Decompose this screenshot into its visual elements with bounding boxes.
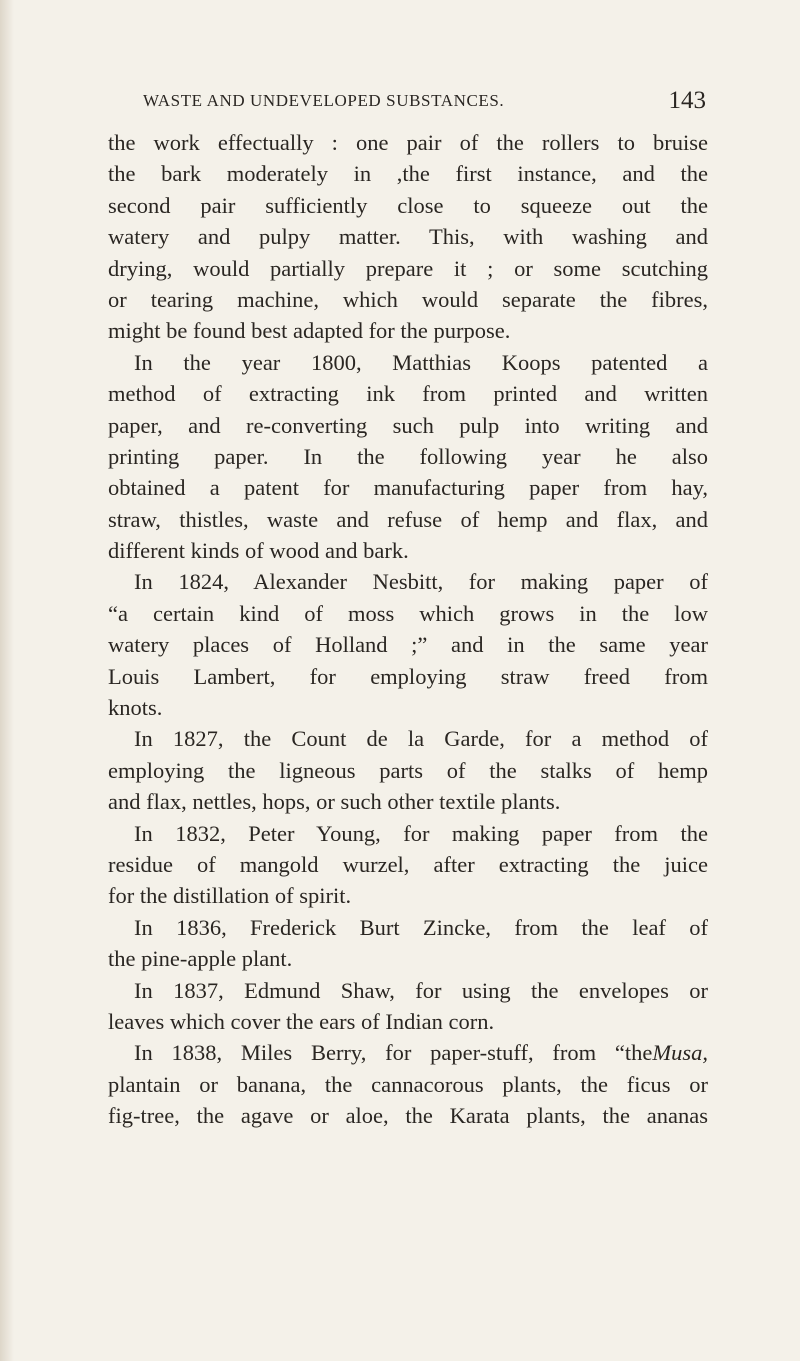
- page-number: 143: [668, 87, 706, 114]
- text-line: straw, thistles, waste and refuse of hemp and flax, and: [108, 506, 708, 532]
- page-gutter-shadow: [0, 0, 14, 1361]
- text-line: paper, and re-converting such pulp into writing and: [108, 412, 708, 438]
- text-line: obtained a patent for manufacturing paper from hay,: [108, 475, 708, 501]
- text-line: In 1827, the Count de la Garde, for a method of: [134, 726, 708, 752]
- text-line: leaves which cover the ears of Indian corn.: [108, 1008, 495, 1034]
- text-line: or tearing machine, which would separate the fibres,: [108, 286, 708, 312]
- text-line: In 1832, Peter Young, for making paper from the: [134, 820, 708, 846]
- running-head: WASTE AND UNDEVELOPED SUBSTANCES.: [143, 91, 505, 110]
- text-line: In the year 1800, Matthias Koops patented a: [134, 349, 708, 375]
- text-line: Louis Lambert, for employing straw freed from: [108, 663, 708, 689]
- text-line: employing the ligneous parts of the stalks of hemp: [108, 757, 708, 783]
- text-line: “a certain kind of moss which grows in the low: [108, 600, 708, 626]
- text-line: In 1836, Frederick Burt Zincke, from the leaf of: [134, 914, 708, 940]
- text-line: plantain or banana, the cannacorous plants, the ficus or: [108, 1071, 708, 1097]
- text-line: different kinds of wood and bark.: [108, 538, 409, 564]
- text-line: residue of mangold wurzel, after extracting the juice: [108, 851, 708, 877]
- text-line: the pine-apple plant.: [108, 946, 293, 972]
- body-text: [108, 127, 708, 1132]
- text-line: for the distillation of spirit.: [108, 883, 352, 909]
- text-line: In 1837, Edmund Shaw, for using the envelopes or: [134, 977, 708, 1003]
- text-line: drying, would partially prepare it ; or some scutching: [108, 255, 708, 281]
- text-line: knots.: [108, 695, 163, 721]
- text-line: In 1824, Alexander Nesbitt, for making paper of: [134, 569, 708, 595]
- text-line: watery and pulpy matter. This, with washing and: [108, 224, 708, 250]
- text-line: In 1838, Miles Berry, for paper-stuff, from “theMusa,: [134, 1040, 708, 1066]
- text-line: fig-tree, the agave or aloe, the Karata plants, the ananas: [108, 1103, 708, 1129]
- text-line: method of extracting ink from printed and written: [108, 381, 708, 407]
- text-line: might be found best adapted for the purpose.: [108, 318, 511, 344]
- text-line: printing paper. In the following year he also: [108, 443, 708, 469]
- text-line: the bark moderately in ,the first instance, and the: [108, 161, 708, 187]
- text-line: and flax, nettles, hops, or such other textile plants.: [108, 789, 561, 815]
- text-line: second pair sufficiently close to squeeze out the: [108, 192, 708, 218]
- text-line: watery places of Holland ;” and in the same year: [108, 632, 708, 658]
- page-header: [118, 89, 708, 119]
- text-line: the work effectually : one pair of the rollers to bruise: [108, 130, 708, 155]
